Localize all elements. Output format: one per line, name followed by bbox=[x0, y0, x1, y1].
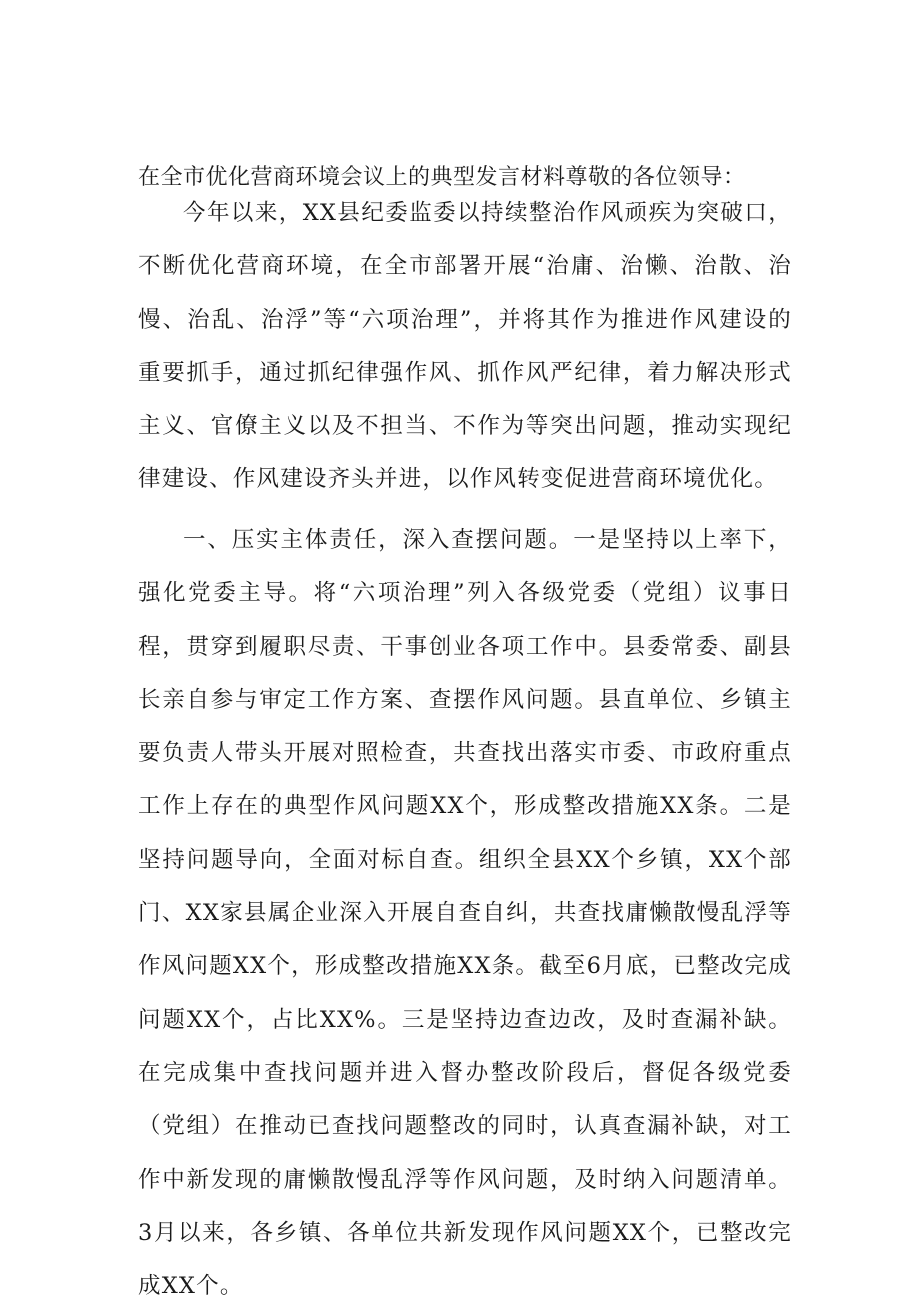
paragraph-section-one: 一、压实主体责任，深入查摆问题。一是坚持以上率下，强化党委主导。将“六项治理”列入各级党委（党组）议事日程，贯穿到履职尽责、干事创业各项工作中。县委常委、副县长亲自参与审定工作方案、查摆作风问题。县直单位、乡镇主要负责人带头开展对照检查，共查找出落实市委、市政府重点工作上存在的典型作风问题XX个，形成整改措施XX条。二是坚持问题导向，全面对标自查。组织全县XX个乡镇，XX个部门、XX家县属企业深入开展自查自纠，共查找庸懒散慢乱浮等作风问题XX个，形成整改措施XX条。截至6月底，已整改完成问题XX个，占比XX%。三是坚持边查边改，及时查漏补缺。在完成集中查找问题并进入督办整改阶段后，督促各级党委（党组）在推动已查找问题整改的同时，认真查漏补缺，对工作中新发现的庸懒散慢乱浮等作风问题，及时纳入问题清单。3月以来，各乡镇、各单位共新发现作风问题XX个，已整改完成XX个。 bbox=[138, 527, 792, 1300]
paragraph-intro: 今年以来，XX县纪委监委以持续整治作风顽疾为突破口，不断优化营商环境，在全市部署开展“治庸、治懒、治散、治慢、治乱、治浮”等“六项治理”，并将其作为推进作风建设的重要抓手，通过抓纪律强作风、抓作风严纪律，着力解决形式主义、官僚主义以及不担当、不作为等突出问题，推动实现纪律建设、作风建设齐头并进，以作风转变促进营商环境优化。 bbox=[138, 200, 792, 493]
document-title: 在全市优化营商环境会议上的典型发言材料尊敬的各位领导： bbox=[138, 165, 746, 190]
